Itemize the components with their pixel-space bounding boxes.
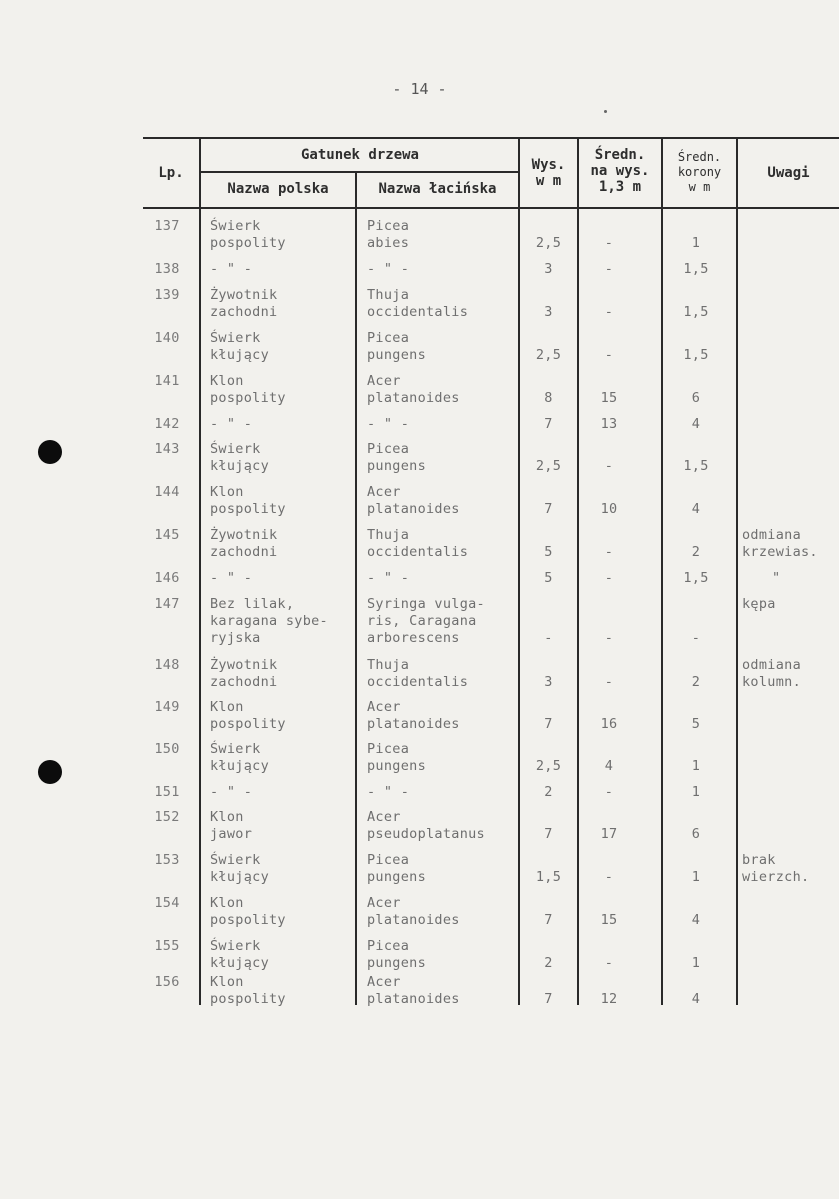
note: odmiana xyxy=(742,527,801,543)
polish-name: Żywotnik xyxy=(210,287,278,303)
crown-value: 1,5 xyxy=(683,304,709,320)
header-polish-name: Nazwa polska xyxy=(227,181,329,197)
latin-name: pungens xyxy=(367,869,426,885)
diameter-value: - xyxy=(604,458,614,474)
note: wierzch. xyxy=(742,869,810,885)
polish-name: Świerk xyxy=(210,441,261,457)
polish-name: kłujący xyxy=(210,347,269,363)
diameter-value: - xyxy=(604,630,614,646)
latin-name: - " - xyxy=(367,261,410,277)
latin-name: Syringa vulga- xyxy=(367,596,485,612)
ink-mark xyxy=(604,110,607,113)
polish-name: Żywotnik xyxy=(210,657,278,673)
diameter-value: - xyxy=(604,570,614,586)
header-lp: Lp. xyxy=(158,165,184,181)
height-value: 7 xyxy=(544,416,553,432)
height-value: 5 xyxy=(544,570,553,586)
crown-value: 4 xyxy=(691,912,701,928)
polish-name: kłujący xyxy=(210,458,269,474)
latin-name: pungens xyxy=(367,347,426,363)
latin-name: pungens xyxy=(367,458,426,474)
polish-name: Świerk xyxy=(210,218,261,234)
polish-name: - " - xyxy=(210,784,253,800)
row-number: 141 xyxy=(154,373,180,389)
latin-name: Picea xyxy=(367,938,410,954)
latin-name: platanoides xyxy=(367,390,460,406)
latin-name: occidentalis xyxy=(367,304,469,320)
latin-name: arborescens xyxy=(367,630,460,646)
diameter-value: - xyxy=(604,347,614,363)
polish-name: - " - xyxy=(210,261,253,277)
header-species-group: Gatunek drzewa xyxy=(300,147,419,163)
table-top-rule xyxy=(143,137,839,139)
crown-value: 2 xyxy=(691,544,701,560)
diameter-value: 15 xyxy=(600,390,618,406)
header-notes: Uwagi xyxy=(767,165,810,181)
crown-value: 1,5 xyxy=(683,261,709,277)
latin-name: Thuja xyxy=(367,527,410,543)
row-number: 147 xyxy=(154,596,180,612)
height-value: 1,5 xyxy=(535,869,562,885)
polish-name: - " - xyxy=(210,416,253,432)
diameter-value: 17 xyxy=(600,826,618,842)
latin-name: - " - xyxy=(367,416,410,432)
diameter-value: - xyxy=(604,304,614,320)
polish-name: zachodni xyxy=(210,674,278,690)
row-number: 143 xyxy=(154,441,180,457)
latin-name: occidentalis xyxy=(367,674,469,690)
row-number: 139 xyxy=(154,287,180,303)
note: " xyxy=(772,570,781,586)
diameter-value: 16 xyxy=(600,716,618,732)
crown-value: 6 xyxy=(691,826,701,842)
polish-name: Świerk xyxy=(210,938,261,954)
crown-value: 4 xyxy=(691,501,701,517)
row-number: 140 xyxy=(154,330,180,346)
height-value: 7 xyxy=(544,501,553,517)
header-height: Wys. w m xyxy=(531,157,566,189)
crown-value: 1 xyxy=(691,758,701,774)
crown-value: - xyxy=(691,630,701,646)
polish-name: kłujący xyxy=(210,955,269,971)
row-number: 152 xyxy=(154,809,180,825)
latin-name: - " - xyxy=(367,784,410,800)
column-rule xyxy=(199,137,201,1005)
polish-name: zachodni xyxy=(210,544,278,560)
column-rule xyxy=(355,172,357,1005)
row-number: 151 xyxy=(154,784,180,800)
note: odmiana xyxy=(742,657,801,673)
latin-name: Acer xyxy=(367,699,401,715)
column-rule xyxy=(736,137,738,1005)
height-value: - xyxy=(544,630,553,646)
polish-name: - " - xyxy=(210,570,253,586)
height-value: 3 xyxy=(544,261,553,277)
latin-name: pungens xyxy=(367,758,426,774)
height-value: 7 xyxy=(544,826,553,842)
note: kolumn. xyxy=(742,674,801,690)
punch-hole-bottom xyxy=(38,760,62,784)
latin-name: Thuja xyxy=(367,287,410,303)
crown-value: 1 xyxy=(691,235,701,251)
latin-name: ris, Caragana xyxy=(367,613,477,629)
row-number: 148 xyxy=(154,657,180,673)
header-bottom-rule xyxy=(143,207,839,209)
crown-value: 2 xyxy=(691,674,701,690)
polish-name: jawor xyxy=(210,826,253,842)
polish-name: Świerk xyxy=(210,741,261,757)
row-number: 156 xyxy=(154,974,180,990)
row-number: 150 xyxy=(154,741,180,757)
polish-name: pospolity xyxy=(210,716,286,732)
latin-name: platanoides xyxy=(367,991,460,1007)
polish-name: kłujący xyxy=(210,758,269,774)
header-latin-name: Nazwa łacińska xyxy=(378,181,497,197)
height-value: 7 xyxy=(544,912,553,928)
diameter-value: - xyxy=(604,261,614,277)
diameter-value: - xyxy=(604,869,614,885)
latin-name: Acer xyxy=(367,974,401,990)
row-number: 153 xyxy=(154,852,180,868)
crown-value: 1,5 xyxy=(683,347,709,363)
latin-name: - " - xyxy=(367,570,410,586)
height-value: 2,5 xyxy=(535,347,562,363)
latin-name: pseudoplatanus xyxy=(367,826,485,842)
height-value: 5 xyxy=(544,544,553,560)
crown-value: 1 xyxy=(691,955,701,971)
crown-value: 1,5 xyxy=(683,458,709,474)
polish-name: karagana sybe- xyxy=(210,613,328,629)
row-number: 155 xyxy=(154,938,180,954)
polish-name: zachodni xyxy=(210,304,278,320)
row-number: 138 xyxy=(154,261,180,277)
note: brak xyxy=(742,852,776,868)
row-number: 149 xyxy=(154,699,180,715)
crown-value: 6 xyxy=(691,390,701,406)
crown-value: 4 xyxy=(691,991,701,1007)
diameter-value: 13 xyxy=(600,416,618,432)
latin-name: Picea xyxy=(367,330,410,346)
latin-name: Picea xyxy=(367,741,410,757)
latin-name: occidentalis xyxy=(367,544,469,560)
latin-name: platanoides xyxy=(367,912,460,928)
polish-name: Bez lilak, xyxy=(210,596,295,612)
latin-name: Picea xyxy=(367,852,410,868)
height-value: 3 xyxy=(544,304,553,320)
polish-name: pospolity xyxy=(210,991,286,1007)
height-value: 7 xyxy=(544,991,553,1007)
crown-value: 5 xyxy=(691,716,701,732)
latin-name: pungens xyxy=(367,955,426,971)
row-number: 146 xyxy=(154,570,180,586)
species-divider-rule xyxy=(200,171,520,173)
polish-name: pospolity xyxy=(210,235,286,251)
height-value: 2 xyxy=(544,784,553,800)
latin-name: Acer xyxy=(367,895,401,911)
polish-name: Klon xyxy=(210,809,244,825)
crown-value: 1 xyxy=(691,784,701,800)
latin-name: platanoides xyxy=(367,501,460,517)
latin-name: abies xyxy=(367,235,410,251)
polish-name: pospolity xyxy=(210,390,286,406)
crown-value: 1,5 xyxy=(683,570,709,586)
diameter-value: 15 xyxy=(600,912,618,928)
height-value: 7 xyxy=(544,716,553,732)
height-value: 3 xyxy=(544,674,553,690)
crown-value: 4 xyxy=(691,416,701,432)
polish-name: ryjska xyxy=(210,630,261,646)
polish-name: Żywotnik xyxy=(210,527,278,543)
polish-name: Świerk xyxy=(210,852,261,868)
height-value: 2 xyxy=(544,955,553,971)
latin-name: Picea xyxy=(367,441,410,457)
height-value: 2,5 xyxy=(535,458,562,474)
diameter-value: - xyxy=(604,544,614,560)
polish-name: Klon xyxy=(210,895,244,911)
diameter-value: 4 xyxy=(604,758,614,774)
latin-name: Acer xyxy=(367,809,401,825)
polish-name: Klon xyxy=(210,484,244,500)
diameter-value: 10 xyxy=(600,501,618,517)
row-number: 144 xyxy=(154,484,180,500)
row-number: 154 xyxy=(154,895,180,911)
header-diameter: Średn. na wys. 1,3 m xyxy=(590,147,650,195)
row-number: 145 xyxy=(154,527,180,543)
polish-name: Świerk xyxy=(210,330,261,346)
note: krzewias. xyxy=(742,544,818,560)
diameter-value: - xyxy=(604,784,614,800)
header-crown: Średn. korony w m xyxy=(677,150,722,194)
polish-name: Klon xyxy=(210,699,244,715)
polish-name: pospolity xyxy=(210,912,286,928)
latin-name: Thuja xyxy=(367,657,410,673)
latin-name: Acer xyxy=(367,373,401,389)
crown-value: 1 xyxy=(691,869,701,885)
diameter-value: 12 xyxy=(600,991,618,1007)
row-number: 142 xyxy=(154,416,180,432)
height-value: 2,5 xyxy=(535,235,562,251)
diameter-value: - xyxy=(604,235,614,251)
polish-name: Klon xyxy=(210,974,244,990)
punch-hole-top xyxy=(38,440,62,464)
height-value: 2,5 xyxy=(535,758,562,774)
height-value: 8 xyxy=(544,390,553,406)
latin-name: platanoides xyxy=(367,716,460,732)
polish-name: pospolity xyxy=(210,501,286,517)
latin-name: Acer xyxy=(367,484,401,500)
polish-name: kłujący xyxy=(210,869,269,885)
note: kępa xyxy=(742,596,776,612)
page-number: - 14 - xyxy=(392,80,447,98)
polish-name: Klon xyxy=(210,373,244,389)
diameter-value: - xyxy=(604,955,614,971)
row-number: 137 xyxy=(154,218,180,234)
latin-name: Picea xyxy=(367,218,410,234)
diameter-value: - xyxy=(604,674,614,690)
